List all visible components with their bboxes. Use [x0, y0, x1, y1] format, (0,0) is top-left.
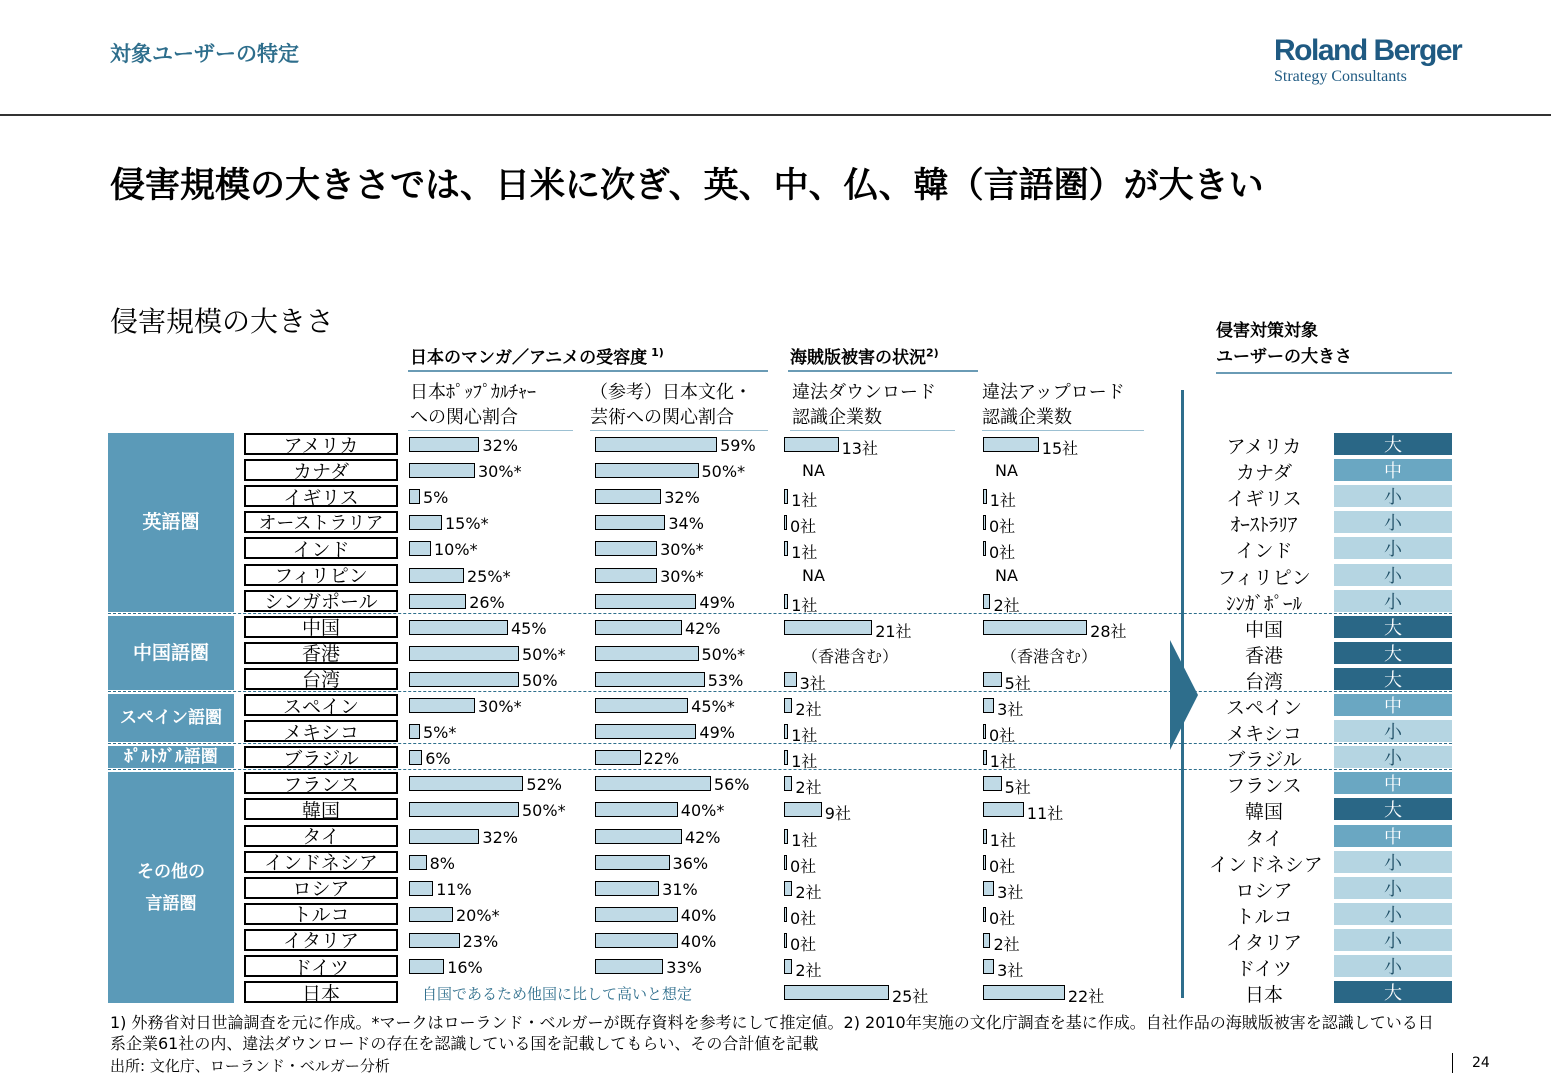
data-bar — [595, 724, 696, 739]
data-label: 56% — [713, 775, 750, 795]
target-country-name: イギリス — [1226, 488, 1302, 511]
data-label: 30%* — [660, 540, 704, 560]
data-bar — [983, 776, 1002, 791]
column-header-line: 違法ダウンロード — [792, 382, 936, 403]
column-header-line: 芸術への関心割合 — [590, 407, 734, 428]
data-bar — [983, 802, 1024, 817]
data-label: 52% — [526, 775, 562, 795]
data-label: 42% — [684, 827, 721, 847]
data-label: NA — [802, 565, 825, 585]
country-label: インド — [244, 537, 398, 559]
section-label: 対象ユーザーの特定 — [110, 42, 299, 66]
country-label: メキシコ — [244, 720, 398, 742]
data-label: 1社 — [989, 752, 1016, 772]
right-arrow-icon — [1170, 640, 1200, 750]
footnote: 1) 外務省対日世論調査を元に作成。*マークはローランド・ベルガーが既存資料を参考にして推定値。2) 2010年実施の文化庁調査を基に作成。自社作品の海賊版被害を認識している日系企業61社の内、違法ダウンロードの存在を認識している国を記載してもらい、その合計値を記載 — [110, 1013, 1434, 1053]
data-bar — [983, 829, 987, 844]
data-label: 0社 — [989, 726, 1016, 746]
data-label: 9社 — [824, 804, 851, 824]
data-label: 31% — [662, 879, 698, 899]
data-label: 50%* — [522, 644, 566, 664]
data-label: NA — [995, 565, 1018, 585]
country-label: アメリカ — [244, 433, 398, 455]
user-size-badge: 小 — [1334, 537, 1452, 559]
chart-subtitle: 侵害規模の大きさ — [110, 305, 335, 338]
data-bar — [595, 620, 682, 635]
data-label: 0社 — [790, 517, 817, 537]
data-label: 20%* — [456, 905, 500, 925]
data-label: 53% — [707, 670, 744, 690]
data-bar — [595, 646, 699, 661]
data-label: 2社 — [795, 700, 822, 719]
data-bar — [595, 437, 717, 452]
data-label: 1社 — [791, 830, 818, 850]
user-size-badge: 小 — [1334, 511, 1452, 533]
data-bar — [983, 594, 990, 609]
data-bar — [409, 489, 420, 504]
data-bar — [983, 855, 986, 870]
data-label: 30%* — [660, 566, 704, 586]
data-label: 2社 — [795, 961, 822, 980]
data-label: 0社 — [989, 517, 1016, 537]
data-label: 16% — [447, 958, 483, 977]
column-header-line: 認識企業数 — [792, 407, 882, 428]
target-country-name: ｼﾝｶﾞﾎﾟｰﾙ — [1225, 592, 1302, 615]
data-bar — [409, 881, 433, 896]
data-bar — [409, 907, 453, 922]
target-size-title-line1: 侵害対策対象 — [1216, 321, 1318, 341]
data-label: 42% — [684, 618, 721, 638]
data-label: 40% — [680, 931, 717, 951]
data-bar — [983, 620, 1087, 635]
data-label: 1社 — [791, 752, 818, 772]
data-bar — [983, 489, 987, 504]
data-bar — [983, 907, 986, 922]
column-header-line: への関心割合 — [410, 407, 518, 428]
column-header-upload — [982, 380, 1125, 430]
data-label: 5%* — [423, 723, 457, 743]
data-bar — [983, 933, 990, 948]
data-label: 13社 — [841, 439, 878, 458]
data-label: 11社 — [1026, 804, 1064, 824]
user-size-badge: 大 — [1334, 616, 1452, 638]
data-bar — [595, 594, 696, 609]
data-bar — [784, 489, 788, 504]
data-label: 6% — [425, 749, 451, 769]
header-divider — [0, 114, 1551, 116]
language-group-label: ﾎﾟﾙﾄｶﾞﾙ語圏 — [108, 746, 234, 768]
target-country-name: スペイン — [1225, 697, 1302, 719]
data-label: 28社 — [1090, 621, 1127, 641]
acceptance-footnote-mark: 1) — [651, 346, 664, 360]
country-label: イタリア — [244, 929, 398, 951]
data-bar — [409, 855, 427, 870]
data-bar — [595, 855, 670, 870]
column-underline — [590, 430, 768, 431]
data-label: 3社 — [997, 882, 1024, 902]
user-size-badge: 小 — [1334, 903, 1452, 925]
data-bar — [983, 541, 986, 556]
japan-note: 自国であるため他国に比して高いと想定 — [422, 985, 693, 1004]
data-bar — [983, 881, 994, 896]
data-label: 2社 — [795, 882, 822, 902]
data-bar — [784, 620, 872, 635]
target-country-name: インドネシア — [1209, 853, 1323, 876]
target-country-name: 日本 — [1244, 984, 1283, 1007]
data-bar — [595, 541, 657, 556]
data-label: 0社 — [790, 908, 817, 928]
data-label: 49% — [699, 723, 735, 743]
data-bar — [409, 933, 460, 948]
user-size-badge: 小 — [1334, 485, 1452, 507]
data-label: 0社 — [989, 856, 1016, 876]
data-label: 5% — [423, 488, 449, 508]
language-group-label: その他の 言語圏 — [108, 772, 234, 1003]
data-label: 34% — [668, 514, 704, 534]
target-country-name: ロシア — [1235, 879, 1293, 902]
data-bar — [409, 568, 464, 583]
data-label: 0社 — [989, 908, 1016, 928]
data-label: 40% — [680, 905, 717, 925]
user-size-badge: 小 — [1334, 955, 1452, 977]
right-arrow-shape — [1170, 640, 1198, 750]
data-label: 15社 — [1041, 439, 1079, 458]
data-label: 30%* — [478, 462, 522, 482]
user-size-badge: 中 — [1334, 459, 1452, 481]
piracy-group-underline — [788, 370, 978, 372]
data-label: 25社 — [892, 987, 929, 1007]
country-label: シンガポール — [244, 590, 398, 612]
user-size-badge: 大 — [1334, 981, 1452, 1003]
column-header-culture — [590, 380, 752, 430]
data-label: 2社 — [795, 778, 822, 798]
user-size-badge: 小 — [1334, 720, 1452, 742]
data-label: 32% — [664, 488, 700, 508]
target-size-header — [1216, 318, 1352, 370]
piracy-group-title: 海賊版被害の状況 — [790, 348, 926, 368]
data-label: 15%* — [445, 514, 489, 534]
data-label: 33% — [666, 958, 702, 977]
company-logo-subtitle: Strategy Consultants — [1274, 68, 1407, 85]
country-label: 香港 — [244, 642, 398, 664]
data-bar — [784, 907, 787, 922]
data-label: 0社 — [790, 934, 817, 954]
data-label: 0社 — [989, 543, 1016, 563]
target-country-name: ｵｰｽﾄﾗﾘｱ — [1230, 514, 1298, 537]
data-bar — [784, 724, 788, 739]
target-size-title-line2: ユーザーの大きさ — [1216, 347, 1352, 367]
acceptance-group-underline — [408, 370, 768, 372]
data-label: 5社 — [1004, 778, 1031, 798]
data-label: 1社 — [989, 491, 1016, 511]
user-size-badge: 大 — [1334, 642, 1452, 664]
data-label: （香港含む） — [802, 646, 899, 666]
country-label: ドイツ — [244, 955, 398, 977]
column-underline — [790, 430, 955, 431]
data-label: 36% — [672, 853, 709, 873]
target-country-name: フランス — [1226, 775, 1302, 798]
column-header-line: 日本ﾎﾟｯﾌﾟｶﾙﾁｬｰ — [410, 382, 536, 403]
data-bar — [595, 933, 678, 948]
data-label: 21社 — [875, 621, 912, 641]
data-label: 1社 — [791, 543, 818, 563]
data-label: 11% — [436, 879, 472, 899]
target-country-name: ドイツ — [1235, 958, 1293, 980]
column-header-line: 違法アップロード — [982, 382, 1125, 403]
country-label: カナダ — [244, 459, 398, 481]
target-country-name: カナダ — [1235, 462, 1293, 485]
data-bar — [784, 829, 788, 844]
page-number: 24 — [1472, 1055, 1490, 1071]
column-underline — [408, 430, 573, 431]
data-bar — [409, 515, 442, 530]
user-size-badge: 小 — [1334, 877, 1452, 899]
data-bar — [983, 672, 1002, 687]
data-label: 40%* — [680, 801, 725, 821]
data-label: 23% — [462, 931, 499, 951]
data-bar — [409, 829, 479, 844]
data-bar — [784, 776, 792, 791]
data-bar — [409, 646, 519, 661]
data-label: 2社 — [993, 934, 1020, 954]
user-size-badge: 中 — [1334, 694, 1452, 716]
data-bar — [784, 985, 889, 1000]
country-label: フィリピン — [244, 564, 398, 586]
data-bar — [595, 463, 699, 478]
data-label: 0社 — [790, 856, 817, 876]
data-bar — [409, 724, 420, 739]
data-label: 2社 — [993, 595, 1020, 615]
target-country-name: アメリカ — [1226, 436, 1302, 458]
source-note: 出所: 文化庁、ローランド・ベルガー分析 — [110, 1057, 390, 1075]
column-header-line: （参考）日本文化・ — [590, 382, 752, 403]
country-label: ロシア — [244, 877, 398, 899]
language-group-label: スペイン語圏 — [108, 694, 234, 742]
data-label: 45% — [511, 618, 547, 638]
data-bar — [595, 907, 678, 922]
data-bar — [409, 437, 479, 452]
data-bar — [784, 515, 787, 530]
target-country-name: 台湾 — [1244, 670, 1283, 693]
user-size-badge: 小 — [1334, 929, 1452, 951]
country-label: タイ — [244, 825, 398, 847]
data-label: 50% — [522, 670, 558, 690]
data-bar — [595, 515, 665, 530]
target-country-name: 韓国 — [1244, 801, 1283, 824]
data-label: 30%* — [478, 697, 522, 716]
data-bar — [595, 802, 678, 817]
data-label: 25%* — [467, 566, 511, 586]
language-group-label: 英語圏 — [108, 433, 234, 612]
data-bar — [983, 698, 994, 713]
user-size-badge: 小 — [1334, 851, 1452, 873]
acceptance-group-title: 日本のマンガ／アニメの受容度 — [410, 348, 648, 368]
data-bar — [983, 959, 994, 974]
data-bar — [983, 437, 1039, 452]
country-label: 韓国 — [244, 798, 398, 820]
data-label: 1社 — [989, 830, 1016, 850]
data-bar — [784, 855, 787, 870]
data-label: 32% — [482, 827, 518, 847]
target-country-name: フィリピン — [1217, 566, 1311, 589]
data-bar — [409, 698, 475, 713]
country-label: ブラジル — [244, 746, 398, 768]
target-size-underline — [1216, 372, 1452, 374]
data-label: 3社 — [799, 673, 826, 693]
piracy-group-header — [790, 343, 939, 368]
data-label: （香港含む） — [1001, 646, 1098, 666]
data-bar — [784, 959, 792, 974]
data-bar — [983, 724, 986, 739]
data-bar — [409, 802, 519, 817]
data-label: 45%* — [691, 697, 735, 716]
piracy-footnote-mark: 2) — [926, 346, 939, 360]
column-underline — [982, 430, 1144, 431]
data-label: 22% — [643, 749, 680, 769]
data-label: 49% — [699, 592, 735, 612]
user-size-badge: 中 — [1334, 772, 1452, 794]
acceptance-group-header — [410, 343, 664, 368]
data-label: 50%* — [701, 644, 746, 664]
data-bar — [595, 489, 661, 504]
column-header-line: 認識企業数 — [982, 407, 1072, 428]
column-header-download — [792, 380, 936, 430]
language-group-label: 中国語圏 — [108, 616, 234, 690]
data-bar — [983, 985, 1065, 1000]
data-bar — [595, 568, 657, 583]
column-header-popculture — [410, 380, 536, 430]
data-bar — [595, 881, 659, 896]
data-bar — [409, 463, 475, 478]
data-bar — [409, 672, 519, 687]
target-country-name: ブラジル — [1226, 749, 1302, 772]
page-title: 侵害規模の大きさでは、日米に次ぎ、英、中、仏、韓（言語圏）が大きい — [110, 166, 1264, 206]
data-label: 1社 — [791, 595, 818, 615]
data-bar — [983, 515, 986, 530]
country-label: 中国 — [244, 616, 398, 638]
company-logo: Roland Berger — [1274, 34, 1462, 67]
data-bar — [784, 881, 792, 896]
country-label: インドネシア — [244, 851, 398, 873]
data-bar — [595, 750, 641, 765]
data-label: 22社 — [1067, 987, 1105, 1007]
data-label: 1社 — [791, 726, 818, 746]
data-bar — [595, 959, 663, 974]
data-label: 5社 — [1004, 673, 1031, 693]
country-label: 台湾 — [244, 668, 398, 690]
data-bar — [983, 750, 987, 765]
data-bar — [784, 750, 788, 765]
data-label: 3社 — [997, 700, 1024, 719]
data-label: 8% — [429, 853, 455, 873]
user-size-badge: 小 — [1334, 590, 1452, 612]
user-size-badge: 大 — [1334, 433, 1452, 455]
data-label: NA — [802, 461, 825, 481]
data-bar — [409, 594, 466, 609]
target-country-name: タイ — [1245, 827, 1283, 850]
data-label: 50%* — [522, 801, 566, 821]
user-size-badge: 小 — [1334, 746, 1452, 768]
data-label: 32% — [482, 436, 518, 455]
data-bar — [409, 750, 422, 765]
country-label: オーストラリア — [244, 511, 398, 533]
data-bar — [409, 620, 508, 635]
data-bar — [784, 802, 822, 817]
data-bar — [784, 698, 792, 713]
country-label: イギリス — [244, 485, 398, 507]
data-bar — [784, 933, 787, 948]
user-size-badge: 小 — [1334, 564, 1452, 586]
user-size-badge: 大 — [1334, 798, 1452, 820]
data-bar — [784, 437, 839, 452]
data-label: 10%* — [434, 540, 478, 560]
country-label: フランス — [244, 772, 398, 794]
data-bar — [784, 541, 788, 556]
country-label: スペイン — [244, 694, 398, 716]
user-size-badge: 中 — [1334, 825, 1452, 847]
data-label: NA — [995, 461, 1018, 481]
data-label: 26% — [469, 592, 505, 612]
data-label: 50%* — [701, 462, 746, 482]
target-country-name: イタリア — [1225, 931, 1302, 954]
data-bar — [595, 776, 711, 791]
data-label: 59% — [720, 436, 756, 455]
data-bar — [409, 541, 431, 556]
data-label: 1社 — [791, 491, 818, 511]
data-bar — [409, 776, 523, 791]
page-number-divider — [1452, 1053, 1453, 1073]
target-country-name: 中国 — [1244, 618, 1283, 641]
target-country-name: メキシコ — [1226, 723, 1302, 746]
country-label: トルコ — [244, 903, 398, 925]
country-label: 日本 — [244, 981, 398, 1003]
data-label: 3社 — [997, 961, 1024, 980]
data-bar — [784, 672, 797, 687]
target-country-name: 香港 — [1244, 644, 1283, 667]
target-country-name: トルコ — [1235, 905, 1293, 928]
data-bar — [595, 829, 682, 844]
data-bar — [595, 672, 705, 687]
data-bar — [784, 594, 788, 609]
target-country-name: インド — [1235, 540, 1293, 563]
data-bar — [595, 698, 688, 713]
data-bar — [409, 959, 444, 974]
user-size-badge: 大 — [1334, 668, 1452, 690]
